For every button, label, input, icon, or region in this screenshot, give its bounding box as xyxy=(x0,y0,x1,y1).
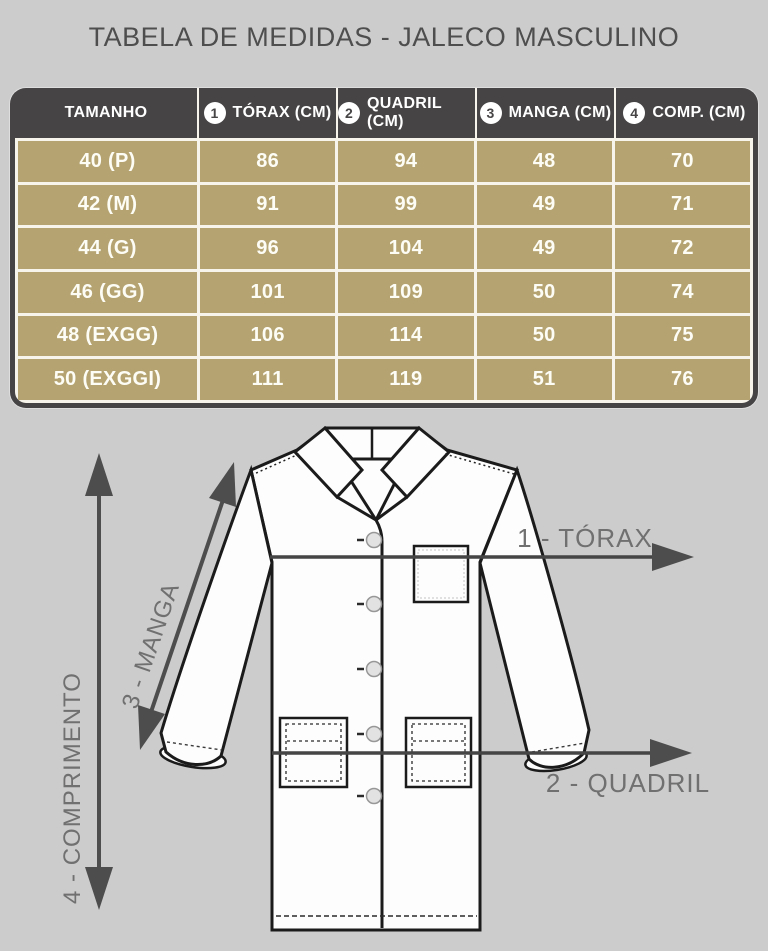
header-label: TÓRAX (CM) xyxy=(232,104,332,121)
header-label: TAMANHO xyxy=(64,104,148,121)
torax-cell: 91 xyxy=(200,185,335,226)
coat-sleeve-left xyxy=(159,470,272,772)
quadril-cell: 114 xyxy=(338,316,473,357)
table-row xyxy=(18,228,750,269)
quadril-cell: 104 xyxy=(338,228,473,269)
torax-cell: 106 xyxy=(200,316,335,357)
size-cell: 48 (EXGG) xyxy=(18,316,197,357)
table-row xyxy=(18,141,750,182)
size-cell: 50 (EXGGI) xyxy=(18,359,197,400)
quadril-cell: 99 xyxy=(338,185,473,226)
table-row xyxy=(18,359,750,400)
jaleco-diagram xyxy=(0,415,768,951)
torax-cell: 101 xyxy=(200,272,335,313)
size-cell: 46 (GG) xyxy=(18,272,197,313)
quadril-cell: 94 xyxy=(338,141,473,182)
comp-cell: 70 xyxy=(615,141,750,182)
header-label: MANGA (CM) xyxy=(508,104,612,121)
column-badge-1-icon: 1 xyxy=(204,102,226,124)
torax-label: 1 - TÓRAX xyxy=(517,523,653,553)
column-badge-4-icon: 4 xyxy=(623,102,645,124)
manga-cell: 49 xyxy=(477,228,612,269)
manga-cell: 51 xyxy=(477,359,612,400)
size-cell: 44 (G) xyxy=(18,228,197,269)
size-cell: 40 (P) xyxy=(18,141,197,182)
column-badge-2-icon: 2 xyxy=(338,102,360,124)
size-cell: 42 (M) xyxy=(18,185,197,226)
manga-label: 3 - MANGA xyxy=(116,578,186,713)
comp-cell: 75 xyxy=(615,316,750,357)
chest-pocket xyxy=(414,546,468,602)
header-label: COMP. (CM) xyxy=(652,104,746,121)
manga-cell: 49 xyxy=(477,185,612,226)
header-cell-quadril xyxy=(336,88,475,138)
comprimento-arrow xyxy=(85,453,113,910)
header-cell-manga xyxy=(475,88,614,138)
table-row xyxy=(18,272,750,313)
quadril-label: 2 - QUADRIL xyxy=(545,768,711,798)
torax-cell: 86 xyxy=(200,141,335,182)
quadril-cell: 109 xyxy=(338,272,473,313)
header-cell-torax xyxy=(197,88,336,138)
manga-cell: 50 xyxy=(477,272,612,313)
comp-cell: 76 xyxy=(615,359,750,400)
column-badge-3-icon: 3 xyxy=(480,102,502,124)
header-label: QUADRIL (CM) xyxy=(367,95,442,130)
table-body xyxy=(15,138,753,403)
comp-cell: 74 xyxy=(615,272,750,313)
comp-cell: 71 xyxy=(615,185,750,226)
comprimento-label: 4 - COMPRIMENTO xyxy=(59,672,86,904)
comp-cell: 72 xyxy=(615,228,750,269)
page-title: TABELA DE MEDIDAS - JALECO MASCULINO xyxy=(88,22,680,52)
table-row xyxy=(18,185,750,226)
torax-cell: 111 xyxy=(200,359,335,400)
table-row xyxy=(18,316,750,357)
header-cell-tamanho xyxy=(15,88,197,138)
quadril-cell: 119 xyxy=(338,359,473,400)
table-header xyxy=(15,88,753,138)
header-cell-comp xyxy=(614,88,753,138)
manga-cell: 48 xyxy=(477,141,612,182)
manga-cell: 50 xyxy=(477,316,612,357)
size-table xyxy=(10,88,758,408)
torax-cell: 96 xyxy=(200,228,335,269)
